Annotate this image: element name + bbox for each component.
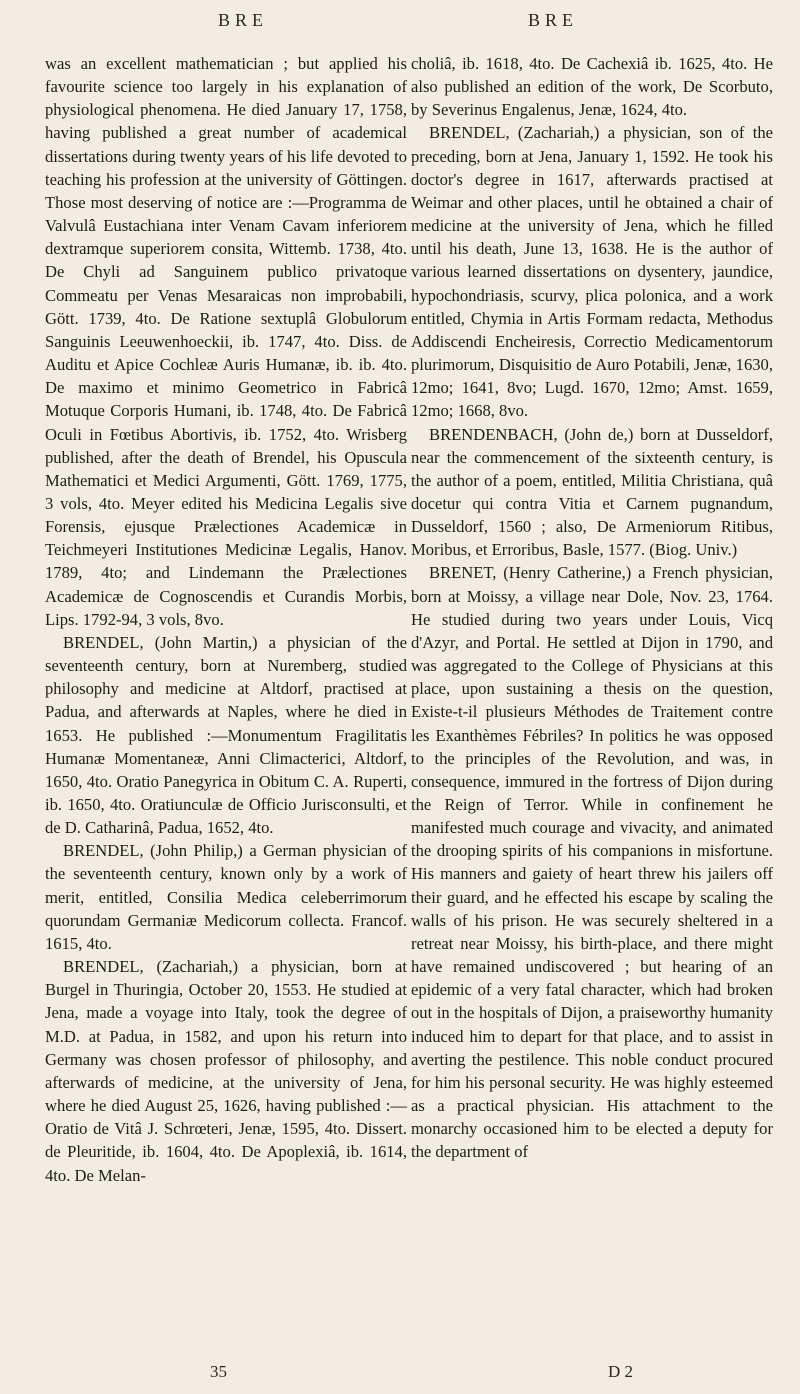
signature-mark: D 2 [608,1362,634,1381]
left-column [45,52,407,1187]
entry-brendenbach-john: BRENDENBACH, (John de,) born at Dusseldorf, near the commencement of the sixteenth century, is the author of a poem, entitled, Militia Christiana, quâ docetur qui contra Vitia et Carnem pugnandum, Dusseldorf, 1560 ; also, De Armeniorum Ritibus, Moribus, et Erroribus, Basle, 1577. (Biog. Univ.) [411,424,773,560]
entry-brendel-zachariah: BRENDEL, (Zachariah,) a physician, born at Burgel in Thuringia, October 20, 1553. He studied at Jena, made a voyage into Italy, took the degree of M.D. at Padua, in 1582, and upon his return into Germany was chosen professor of philosophy, and afterwards of medicine, at the university of Jena, where he died August 25, 1626, having published :—Oratio de Vitâ J. Schrœteri, Jenæ, 1595, 4to. Dissert. de Pleuritide, ib. 1604, 4to. De Apoplexiâ, ib. 1614, 4to. De Melan- [45,957,407,1185]
paragraph-brendel-continued: was an excellent mathematician ; but applied his favourite science too largely in his explanation of physiological phenomena. He died January 17, 1758, having published a great number of academical dissertations during twenty years of his life devoted to teaching his profession at the university of Göttingen. Those most deserving of notice are :—Programma de Valvulâ Eustachiana inter Venam Cavam inferiorem dextramque superiorem consita, Wittemb. 1738, 4to. De Chyli ad Sanguinem publico privatoque Commeatu per Venas Mesaraicas non improbabili, Gött. 1739, 4to. De Ratione sextuplâ Globulorum Sanguinis Leeuwenhoeckii, ib. 1747, 4to. Diss. de Auditu et Apice Cochleæ Auris Humanæ, ib. ib. 4to. De maximo et minimo Geometrico in Fabricâ Motuque Corporis Humani, ib. 1748, 4to. De Fabricâ Oculi in Fœtibus Abortivis, ib. 1752, 4to. Wrisberg published, after the death of Brendel, his Opuscula Mathematici et Medici Argumenti, Gött. 1769, 1775, 3 vols, 4to. Meyer edited his Medicina Legalis sive Forensis, ejusque Prælectiones Academicæ in Teichmeyeri Institutiones Medicinæ Legalis, Hanov. 1789, 4to; and Lindemann the Prælectiones Academicæ de Cognoscendis et Curandis Morbis, Lips. 1792-94, 3 vols, 8vo. [45,54,407,629]
entry-brendel-john-philip: BRENDEL, (John Philip,) a German physician of the seventeenth century, known only by a work of merit, entitled, Consilia Medica celeberrimorum quorundam Germaniæ Medicorum collecta. Francof. 1615, 4to. [45,841,407,953]
page-number: 35 [210,1362,227,1381]
running-head [0,10,800,40]
right-column [411,52,773,1164]
entry-brenet-henry-catherine: BRENET, (Henry Catherine,) a French physician, born at Moissy, a village near Dole, Nov. 23, 1764. He studied during two years under Louis, Vicq d'Azyr, and Portal. He settled at Dijon in 1790, and was aggregated to the College of Physicians at this place, upon sustaining a thesis on the question, Existe-t-il plusieurs Méthodes de Traitement contre les Exanthèmes Fébriles? In politics he was opposed to the principles of the Revolution, and was, in consequence, immured in the fortress of Dijon during the Reign of Terror. While in confinement he manifested much courage and vivacity, and animated the drooping spirits of his companions in misfortune. His manners and gaiety of heart threw his jailers off their guard, and he effected his escape by scaling the walls of his prison. He was securely sheltered in a retreat near Moissy, his birth-place, and there might have remained undiscovered ; but hearing of an epidemic of a very fatal character, which had broken out in the hospitals of Dijon, a praiseworthy humanity induced him to depart for that place, and to assist in averting the pestilence. This noble conduct procured for him his personal security. He was highly esteemed as a practical physician. His attachment to the monarchy occasioned him to be elected a deputy for the department of [411,563,773,1162]
entry-brendel-zachariah-son: BRENDEL, (Zachariah,) a physician, son of the preceding, born at Jena, January 1, 1592. He took his doctor's degree in 1617, afterwards practised at Weimar and other places, until he obtained a chair of medicine at the university of Jena, which he filled until his death, June 13, 1638. He is the author of various learned dissertations on dysentery, jaundice, hypochondriasis, scurvy, plica polonica, and a work entitled, Chymia in Artis Formam redacta, Methodus Addiscendi Encheiresis, Correctio Medicamentorum plurimorum, Disquisitio de Auro Potabili, Jenæ, 1630, 12mo; 1641, 8vo; Lugd. 1670, 12mo; Amst. 1659, 12mo; 1668, 8vo. [411,123,773,421]
running-head-right: BRE [528,10,579,30]
paragraph-zachariah-continued: choliâ, ib. 1618, 4to. De Cachexiâ ib. 1625, 4to. He also published an edition of the work, De Scorbuto, by Severinus Engalenus, Jenæ, 1624, 4to. [411,54,773,120]
running-head-left: BRE [218,10,269,30]
entry-brendel-john-martin: BRENDEL, (John Martin,) a physician of the seventeenth century, born at Nuremberg, studied philosophy and medicine at Altdorf, practised at Padua, and afterwards at Naples, where he died in 1653. He published :—Monumentum Fragilitatis Humanæ Momentaneæ, Anni Climacterici, Altdorf, 1650, 4to. Oratio Panegyrica in Obitum C. A. Ruperti, ib. 1650, 4to. Oratiunculæ de Officio Jurisconsulti, et de D. Catharinâ, Padua, 1652, 4to. [45,632,407,838]
